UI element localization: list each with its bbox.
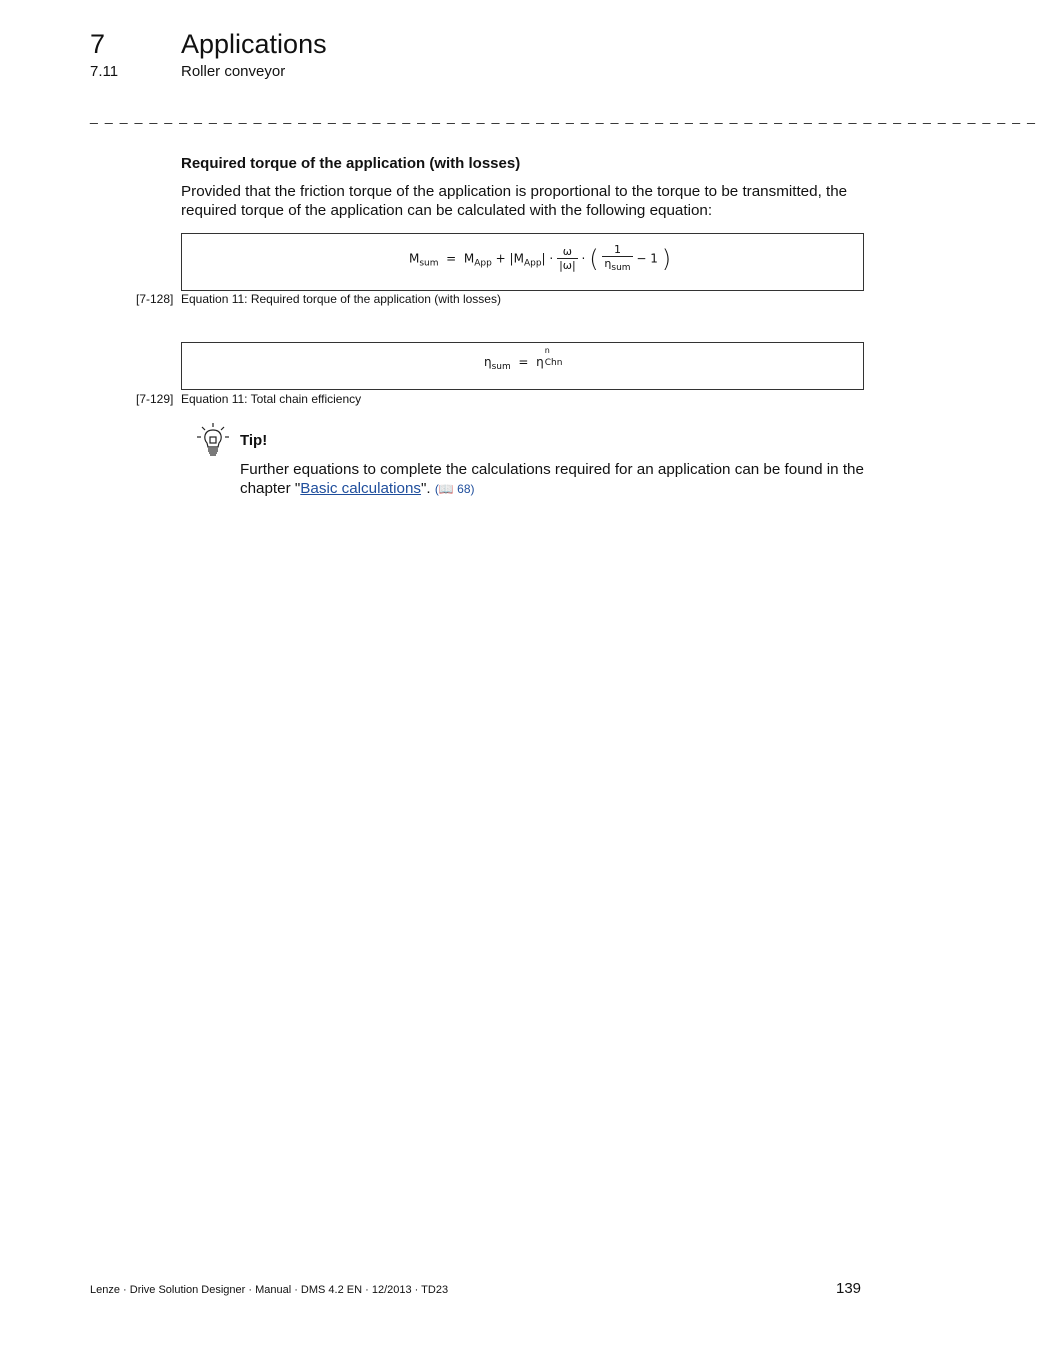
equation-2-caption-number: [7-129] [136, 392, 174, 406]
equation-2: $\eta_{sum} = \eta$ n Chn [484, 346, 563, 372]
equation-1: $M_{sum} = M_{App} + |M_{App}|$ · $\frac{\omega}{|\omega|}$ · ( $\frac{1}{\eta_{sum}}$ − 1 ) [409, 243, 672, 273]
book-icon: 📖 [438, 482, 454, 496]
intro-paragraph: Provided that the friction torque of the application is proportional to the torque to be transmitted, the required torque of the application can be calculated with the following equation: [181, 183, 848, 219]
footer-text: Lenze · Drive Solution Designer · Manual · DMS 4.2 EN · 12/2013 · TD23 [90, 1284, 449, 1296]
equation-box-2 [181, 342, 864, 390]
header-dashed-rule: _ _ _ _ _ _ _ _ _ _ _ _ _ _ _ _ _ _ _ _ _ _ _ _ _ _ _ _ _ _ _ _ _ _ _ _ _ _ _ _ _ _ _ _ _ _ _ _ _ _ _ _ _ _ _ _ _ _ _ _ _ _ _ _ [90, 108, 1037, 124]
section-number: 7.11 [90, 63, 119, 80]
lightbulb-icon [196, 422, 230, 458]
fraction-omega: $\frac{\omega}{|\omega|}$ [559, 245, 576, 272]
section-title: Roller conveyor [181, 63, 286, 80]
equation-2-caption: Equation 11: Total chain efficiency [181, 392, 362, 406]
fraction-efficiency: $\frac{1}{\eta_{sum}}$ [604, 243, 631, 273]
chapter-number: 7 [90, 29, 106, 59]
tip-label: Tip! [240, 432, 268, 449]
section-heading: Required torque of the application (with losses) [181, 155, 521, 172]
equation-1-caption-number: [7-128] [136, 292, 174, 306]
tip-text: Further equations to complete the calculations required for an application can be found in the chapter "Basic calculations". (📖 68) [240, 461, 864, 497]
basic-calculations-link[interactable]: Basic calculations [300, 480, 421, 497]
equation-1-caption: Equation 11: Required torque of the application (with losses) [181, 292, 501, 306]
page-number: 139 [836, 1280, 862, 1297]
page-reference-link[interactable]: (📖 68) [434, 482, 475, 496]
chapter-title: Applications [181, 29, 327, 59]
equation-box-1 [181, 233, 864, 291]
